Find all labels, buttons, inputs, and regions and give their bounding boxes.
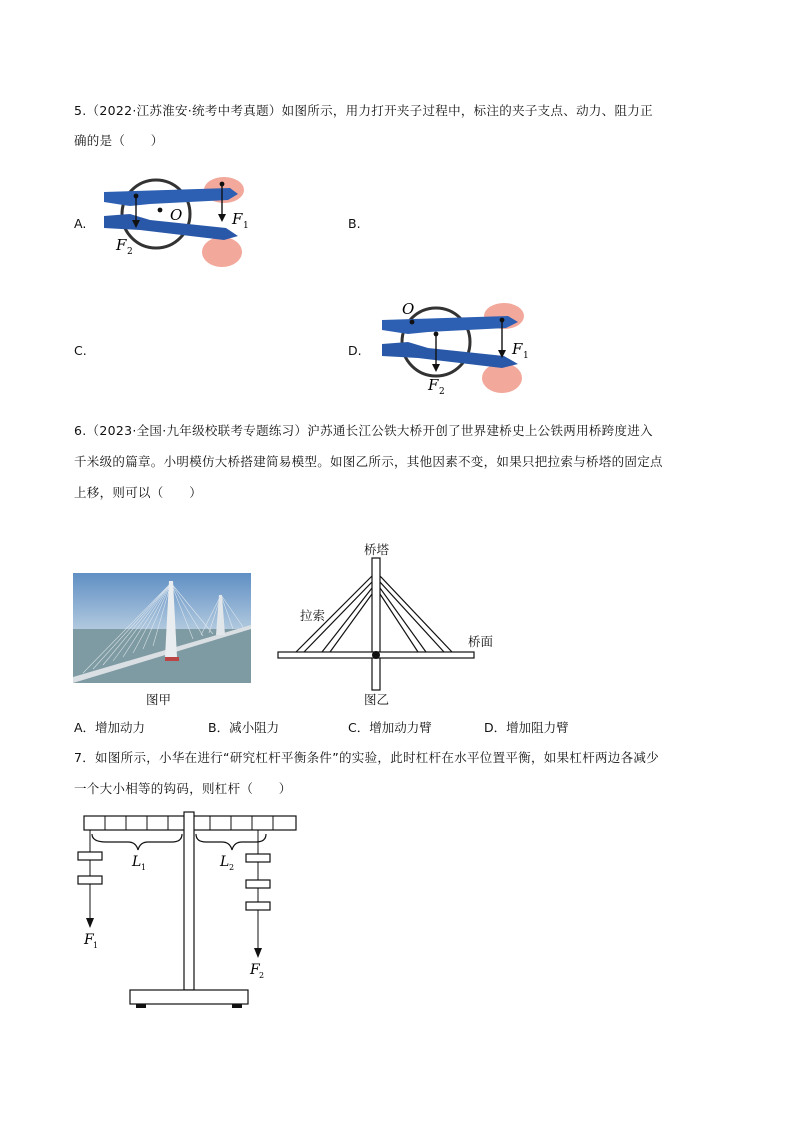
label-f1-sub: 1 (93, 941, 99, 950)
weight-right (246, 880, 270, 888)
lever-apparatus-diagram (76, 808, 308, 1014)
pivot-point (372, 651, 380, 659)
label-f1-sub: 1 (243, 221, 249, 231)
label-f1: F (84, 932, 94, 948)
q5-stem-line1: 5.（2022·江苏淮安·统考中考真题）如图所示，用力打开夹子过程中，标注的夹子支点、动力、阻力正 (74, 103, 653, 118)
label-l1-sub: 1 (141, 863, 147, 872)
label-f1: F (512, 340, 523, 358)
finger-bottom (202, 237, 242, 267)
weight-left (78, 876, 102, 884)
q5-option-d[interactable]: D. (348, 343, 362, 358)
q6-stem-line2: 千米级的篇章。小明模仿大桥搭建简易模型。如图乙所示，其他因素不变，如果只把拉索与桥塔的固定点 (74, 454, 663, 469)
label-o: O (402, 300, 415, 318)
label-o: O (170, 206, 183, 224)
q6-stem-line1: 6.（2023·全国·九年级校联考专题练习）沪苏通长江公铁大桥开创了世界建桥史上公铁两用桥跨度进入 (74, 423, 653, 438)
label-f2: F (428, 376, 439, 394)
q5-option-a[interactable]: A. (74, 216, 87, 231)
q6-option-c[interactable]: C．增加动力臂 (348, 720, 432, 735)
fulcrum-dot (410, 320, 415, 325)
arrow-f1 (86, 918, 94, 928)
q5-option-c[interactable]: C. (74, 343, 87, 358)
weight-right (246, 854, 270, 862)
fulcrum-dot (158, 208, 163, 213)
q7-stem-line1: 7．如图所示，小华在进行“研究杠杆平衡条件”的实验，此时杠杆在水平位置平衡，如果杠杆两边各减少 (74, 750, 660, 765)
label-f2-sub: 2 (259, 971, 265, 980)
bridge-tower (372, 558, 380, 690)
bridge-photo (73, 573, 251, 683)
q6-option-b[interactable]: B．减小阻力 (208, 720, 280, 735)
label-f2: F (250, 962, 260, 978)
label-f1: F (232, 210, 243, 228)
q7-stem-line2: 一个大小相等的钩码，则杠杆（ ） (74, 781, 292, 796)
stand-base (130, 990, 248, 1004)
cable-label: 拉索 (300, 608, 326, 623)
label-f1-sub: 1 (523, 351, 529, 361)
q6-option-d[interactable]: D．增加阻力臂 (484, 720, 569, 735)
arrow-f2 (432, 364, 440, 372)
brace-l2 (196, 834, 266, 850)
label-l2-sub: 2 (229, 863, 235, 872)
clip-figure-a (100, 172, 250, 272)
fig-a-caption: 图甲 (146, 692, 172, 707)
clip-lower-jaw (382, 342, 518, 368)
clip-upper-jaw (104, 188, 238, 206)
q5-option-b[interactable]: B. (348, 216, 361, 231)
clip-upper-jaw (382, 316, 518, 334)
clip-figure-d (378, 298, 528, 402)
label-l1: L (132, 854, 142, 870)
weight-left (78, 852, 102, 860)
q6-option-a[interactable]: A．增加动力 (74, 720, 146, 735)
label-f2-sub: 2 (439, 387, 445, 397)
tower-label: 桥塔 (364, 542, 390, 557)
label-f2: F (116, 236, 127, 254)
weight-right (246, 902, 270, 910)
deck-label: 桥面 (468, 634, 494, 649)
arrow-f1 (218, 214, 226, 222)
brace-l1 (92, 834, 182, 850)
q6-stem-line3: 上移，则可以（ ） (74, 485, 203, 500)
q5-stem-line2: 确的是（ ） (74, 133, 164, 148)
fig-b-caption: 图乙 (364, 692, 390, 707)
label-f2-sub: 2 (127, 247, 133, 257)
stand-pole (184, 812, 194, 990)
arrow-f2 (254, 948, 262, 958)
label-l2: L (220, 854, 230, 870)
